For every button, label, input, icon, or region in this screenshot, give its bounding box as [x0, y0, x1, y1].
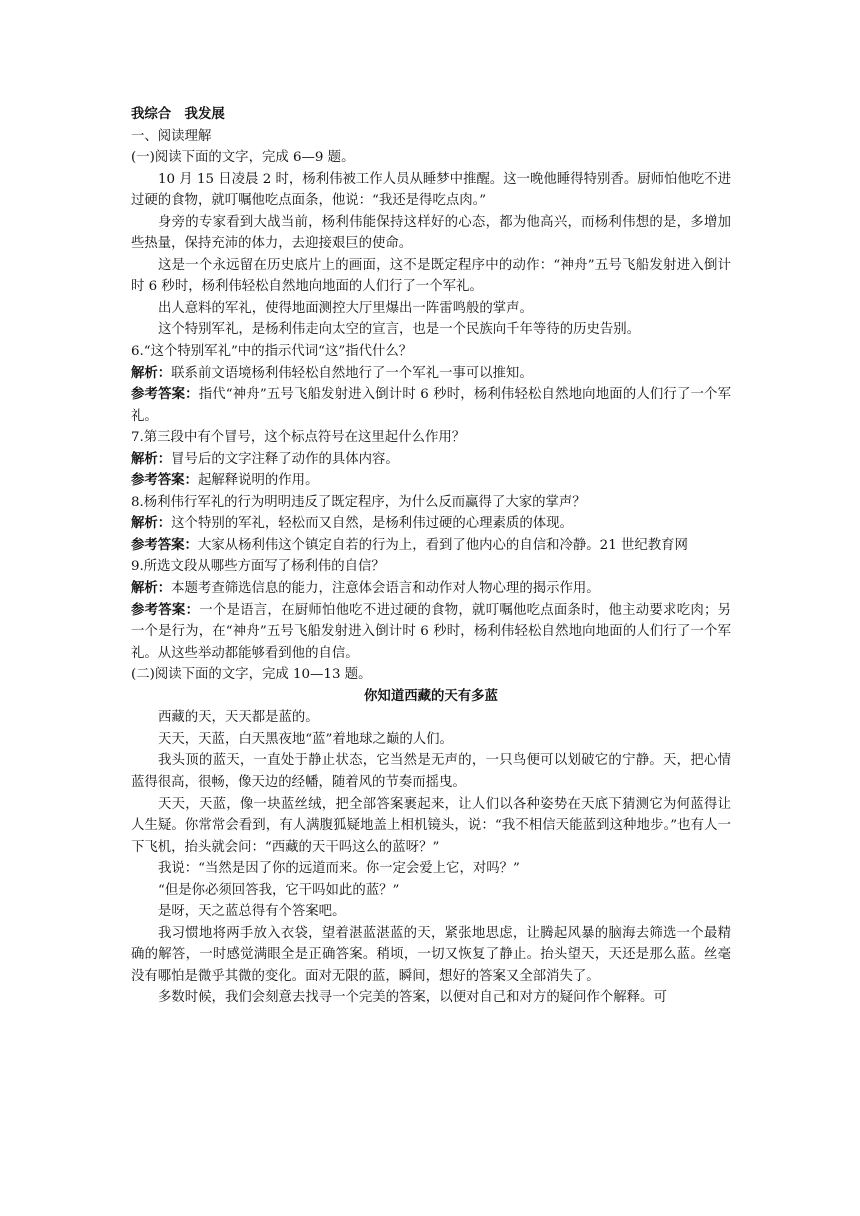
analysis-label: 解析：	[131, 450, 172, 467]
answer-label: 参考答案：	[131, 536, 198, 553]
passage2-paragraph: 多数时候，我们会刻意去找寻一个完美的答案，以便对自己和对方的疑问作个解释。可	[158, 990, 667, 1006]
passage2-paragraph: 天天，天蓝，白天黑夜地“蓝”着地球之巅的人们。	[158, 731, 453, 747]
section-title-reading: 一、阅读理解	[131, 128, 212, 144]
passage2-paragraph: 天天，天蓝，像一块蓝丝绒，把全部答案裹起来，让人们以各种姿势在天底下猜测它为何蓝得让人生疑。你常常会看到，有人满腹狐疑地盖上相机镜头，说：“我不相信天能蓝到这种地步。”也有人一下飞机，抬头就会问：“西藏的天干吗这么的蓝呀？”	[131, 796, 731, 855]
section-heading: 我综合 我发展	[131, 106, 225, 122]
passage2-paragraph: 是呀，天之蓝总得有个答案吧。	[158, 904, 346, 920]
passage2-paragraph: “但是你必须回答我，它干吗如此的蓝？”	[158, 882, 400, 898]
passage2-paragraph: 我头顶的蓝天，一直处于静止状态，它当然是无声的，一只鸟便可以划破它的宁静。天，把心情蓝得很高，很畅，像天边的经幡，随着风的节奏而摇曳。	[131, 753, 731, 790]
answer-text: 起解释说明的作用。	[197, 473, 319, 489]
answer-9	[131, 600, 731, 665]
answer-text: 一个是语言，在厨师怕他吃不进过硬的食物，就叮嘱他吃点面条时，他主动要求吃肉；另一个是行为，在“神舟”五号飞船发射进入倒计时 6 秒时，杨利伟轻松自然地向地面的人们行了一个军礼。从这些举动都能够看到他的自信。	[131, 602, 732, 661]
analysis-7	[131, 449, 731, 471]
answer-8	[131, 535, 731, 557]
answer-label: 参考答案：	[131, 386, 199, 403]
answer-7	[131, 470, 731, 492]
passage2-paragraph: 我习惯地将两手放入衣袋，望着湛蓝湛蓝的天，紧张地思虑，让腾起风暴的脑海去筛选一个最精确的解答，一时感觉满眼全是正确答案。稍顷，一切又恢复了静止。抬头望天，天还是那么蓝。丝毫没有哪怕是微乎其微的变化。面对无限的蓝，瞬间，想好的答案又全部消失了。	[131, 925, 731, 984]
answer-6	[131, 384, 731, 427]
analysis-text: 联系前文语境杨利伟轻松自然地行了一个军礼一事可以推知。	[171, 365, 533, 381]
analysis-text: 冒号后的文字注释了动作的具体内容。	[171, 451, 399, 467]
answer-label: 参考答案：	[131, 472, 198, 489]
question-9: 9.所选文段从哪些方面写了杨利伟的自信？	[131, 559, 385, 575]
analysis-6	[131, 363, 731, 385]
document-page	[131, 104, 731, 1009]
analysis-9	[131, 578, 731, 600]
answer-text: 大家从杨利伟这个镇定自若的行为上，看到了他内心的自信和冷静。21 世纪教育网	[197, 537, 688, 553]
question-7: 7.第三段中有个冒号，这个标点符号在这里起什么作用？	[131, 430, 466, 446]
article-title: 你知道西藏的天有多蓝	[364, 687, 498, 704]
analysis-8	[131, 513, 731, 535]
analysis-label: 解析：	[131, 515, 172, 532]
question-8: 8.杨利伟行军礼的行为明明违反了既定程序，为什么反而赢得了大家的掌声？	[131, 494, 586, 510]
passage1-paragraph: 10 月 15 日凌晨 2 时，杨利伟被工作人员从睡梦中推醒。这一晚他睡得特别香。厨师怕他吃不进过硬的食物，就叮嘱他吃点面条，他说：“我还是得吃点肉。”	[131, 171, 731, 209]
analysis-text: 本题考查筛选信息的能力，注意体会语言和动作对人物心理的揭示作用。	[171, 581, 600, 597]
part1-intro: (一)阅读下面的文字，完成 6—9 题。	[131, 150, 355, 166]
analysis-text: 这个特别的军礼，轻松而又自然，是杨利伟过硬的心理素质的体现。	[171, 516, 573, 532]
question-6: 6.“这个特别军礼”中的指示代词“这”指代什么？	[131, 344, 413, 360]
passage1-paragraph: 这是一个永远留在历史底片上的画面，这不是既定程序中的动作：“神舟”五号飞船发射进入倒计时 6 秒时，杨利伟轻松自然地向地面的人们行了一个军礼。	[131, 257, 731, 295]
analysis-label: 解析：	[131, 580, 172, 597]
passage1-paragraph: 身旁的专家看到大战当前，杨利伟能保持这样好的心态，都为他高兴，而杨利伟想的是，多增加些热量，保持充沛的体力，去迎接艰巨的使命。	[131, 214, 731, 252]
passage2-paragraph: 我说：“当然是因了你的远道而来。你一定会爱上它，对吗？”	[158, 861, 520, 877]
part2-intro: (二)阅读下面的文字，完成 10—13 题。	[131, 667, 372, 683]
passage2-paragraph: 西藏的天，天天都是蓝的。	[158, 710, 319, 726]
answer-text: 指代“神舟”五号飞船发射进入倒计时 6 秒时，杨利伟轻松自然地向地面的人们行了一个军礼。	[131, 387, 731, 424]
passage1-paragraph: 这个特别军礼，是杨利伟走向太空的宣言，也是一个民族向千年等待的历史告别。	[158, 322, 641, 338]
passage1-paragraph: 出人意料的军礼，使得地面测控大厅里爆出一阵雷鸣般的掌声。	[158, 300, 533, 316]
analysis-label: 解析：	[131, 364, 172, 381]
answer-label: 参考答案：	[131, 601, 200, 618]
